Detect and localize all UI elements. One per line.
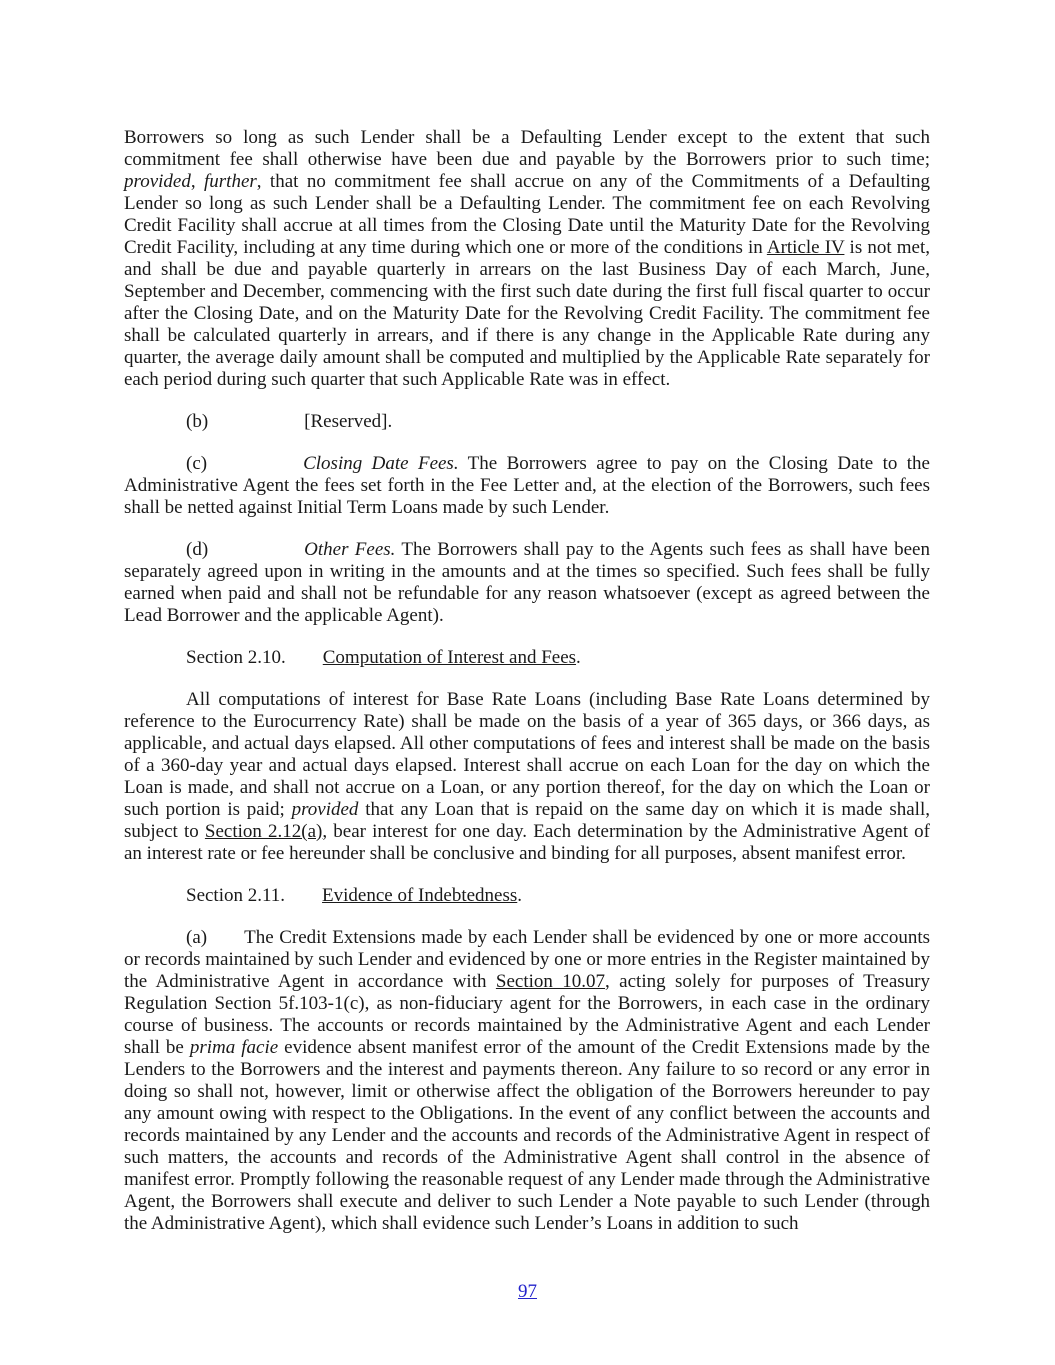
text-run: , acting solely for purposes of Treasury Regulation Section 5f.103-1(c), as non-fiduciary agent for the Borrowers, in each case in the ordinary course of business. The accounts or records maintained by the Administrative Agent and each Lender shall be: [124, 971, 930, 1058]
text-run: is not met, and shall be due and payable quarterly in arrears on the last Business Day of each March, June, September and December, commencing with the first such date during the first full fiscal quarter to occur after the Closing Date, and on the Maturity Date for the Revolving Credit Facility. The commitment fee shall be calculated quarterly in arrears, and if there is any change in the Applicable Rate during any quarter, the average daily amount shall be computed and multiplied by the Applicable Rate separately for each period during such quarter that such Applicable Rate was in effect.: [124, 237, 930, 390]
text-run: (b): [186, 411, 209, 432]
page-number-link[interactable]: 97: [518, 1281, 537, 1302]
text-run: provided: [124, 171, 191, 192]
cross-reference[interactable]: Computation of Interest and Fees: [322, 647, 577, 668]
text-run: Borrowers so long as such Lender shall be a Defaulting Lender except to the extent that such commitment fee shall otherwise have been due and payable by the Borrowers prior to such time;: [124, 127, 930, 170]
text-run: Section 2.10.: [186, 647, 286, 668]
heading-section-2-11: [124, 885, 930, 907]
paragraph-commitment-fee-continuation: [124, 127, 930, 391]
paragraph-d-other-fees: [124, 539, 930, 627]
text-run: .: [517, 885, 523, 906]
text-run: All computations of interest for Base Rate Loans (including Base Rate Loans determined by reference to the Eurocurrency Rate) shall be made on the basis of a year of 365 days, or 366 days, as applicable, and actual days elapsed. All other computations of fees and interest shall be made on the basis of a 360-day year and actual days elapsed. Interest shall accrue on each Loan for the day on which the Loan is made, and shall not accrue on a Loan, or any portion thereof, for the day on which the Loan or such portion is paid;: [124, 689, 930, 820]
heading-section-2-10: [124, 647, 930, 669]
text-run: (c): [186, 453, 208, 474]
text-run: Other Fees.: [304, 539, 396, 560]
document-body: [124, 127, 930, 1255]
text-run: Closing Date Fees.: [303, 453, 459, 474]
text-run: provided: [291, 799, 359, 820]
text-run: ,: [190, 171, 204, 192]
paragraph-c-closing-date-fees: [124, 453, 930, 519]
text-run: further: [204, 171, 257, 192]
text-run: .: [576, 647, 581, 668]
text-run: The Borrowers shall pay to the Agents such fees as shall have been separately agreed upon in writing in the amounts and at the times so specified. Such fees shall be fully earned when paid and shall not be refundable for any reason whatsoever (except as agreed between the Lead Borrower and the applicable Agent).: [124, 539, 930, 626]
text-run: [Reserved].: [304, 411, 393, 432]
text-run: prima facie: [189, 1037, 279, 1058]
cross-reference[interactable]: Article IV: [766, 237, 845, 258]
paragraph-interest-computation: [124, 689, 930, 865]
text-run: (d): [186, 539, 209, 560]
text-run: Section 2.11.: [186, 885, 286, 906]
text-run: , that no commitment fee shall accrue on any of the Commitments of a Defaulting Lender so long as such Lender shall be a Defaulting Lender. The commitment fee on each Revolving Credit Facility shall accrue at all times from the Closing Date until the Maturity Date for the Revolving Credit Facility, including at any time during which one or more of the conditions in: [124, 171, 930, 258]
text-run: , bear interest for one day. Each determination by the Administrative Agent of an interest rate or fee hereunder shall be conclusive and binding for all purposes, absent manifest error.: [124, 821, 930, 864]
cross-reference[interactable]: Evidence of Indebtedness: [322, 885, 518, 906]
page-footer: [0, 1281, 1055, 1303]
cross-reference[interactable]: Section 2.12(a): [204, 821, 323, 842]
text-run: (a): [186, 927, 208, 948]
cross-reference[interactable]: Section 10.07: [495, 971, 606, 992]
text-run: evidence absent manifest error of the amount of the Credit Extensions made by the Lenders to the Borrowers and the interest and payments thereon. Any failure to so record or any error in doing so shall not, however, limit or otherwise affect the obligation of the Borrowers hereunder to pay any amount owing with respect to the Obligations. In the event of any conflict between the accounts and records maintained by any Lender and the accounts and records of the Administrative Agent in respect of such matters, the accounts and records of the Administrative Agent shall control in the absence of manifest error. Promptly following the reasonable request of any Lender made through the Administrative Agent, the Borrowers shall execute and deliver to such Lender a Note payable to such Lender (through the Administrative Agent), which shall evidence such Lender’s Loans in addition to such: [124, 1037, 930, 1234]
text-run: that any Loan that is repaid on the same day on which it is made shall, subject to: [124, 799, 930, 842]
paragraph-a-credit-extensions: [124, 927, 930, 1235]
text-run: The Borrowers agree to pay on the Closing Date to the Administrative Agent the fees set forth in the Fee Letter and, at the election of the Borrowers, such fees shall be netted against Initial Term Loans made by such Lender.: [124, 453, 930, 518]
paragraph-b-reserved: [124, 411, 930, 433]
text-run: The Credit Extensions made by each Lender shall be evidenced by one or more accounts or records maintained by such Lender and evidenced by one or more entries in the Register maintained by the Administrative Agent in accordance with: [124, 927, 930, 992]
